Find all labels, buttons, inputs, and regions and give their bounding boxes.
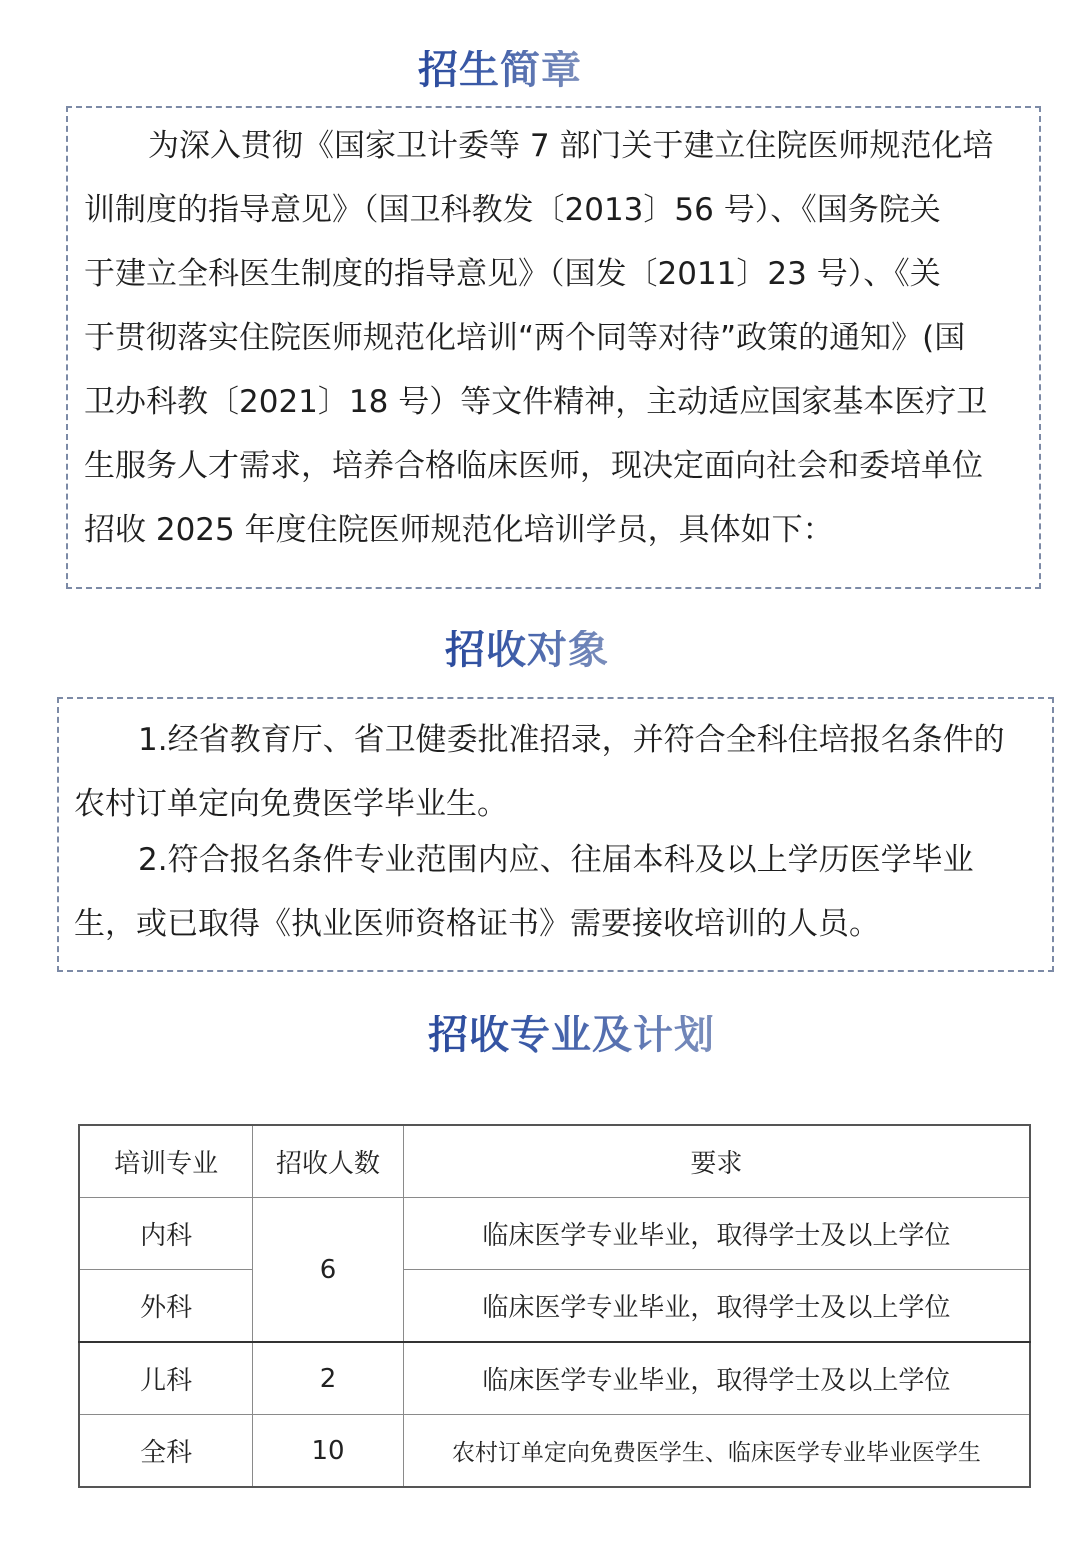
row-requirement: 临床医学专业毕业，取得学士及以上学位 xyxy=(403,1342,1030,1415)
targets-section-title: 招收对象 xyxy=(445,627,609,673)
targets-line-2: 农村订单定向免费医学毕业生。 xyxy=(74,786,508,822)
intro-paragraph xyxy=(84,114,1024,562)
row-requirement: 农村订单定向免费医学生、临床医学专业毕业医学生 xyxy=(403,1415,1030,1488)
row-requirement: 临床医学专业毕业，取得学士及以上学位 xyxy=(403,1198,1030,1270)
header-major: 培训专业 xyxy=(79,1125,253,1198)
table-row xyxy=(79,1270,1030,1343)
targets-line-4: 生，或已取得《执业医师资格证书》需要接收培训的人员。 xyxy=(74,906,880,942)
row-requirement: 临床医学专业毕业，取得学士及以上学位 xyxy=(403,1270,1030,1343)
intro-line-7: 招收 2025 年度住院医师规范化培训学员，具体如下： xyxy=(84,512,834,548)
row-count: 6 xyxy=(253,1198,404,1343)
header-count: 招收人数 xyxy=(253,1125,404,1198)
row-major: 内科 xyxy=(79,1198,253,1270)
row-major: 外科 xyxy=(79,1270,253,1343)
row-count: 10 xyxy=(253,1415,404,1488)
targets-line-1: 1.经省教育厅、省卫健委批准招录，并符合全科住培报名条件的 xyxy=(138,722,1005,758)
table-row xyxy=(79,1415,1030,1488)
targets-paragraph xyxy=(74,708,1039,956)
intro-line-1: 为深入贯彻《国家卫计委等 7 部门关于建立住院医师规范化培 xyxy=(148,128,994,164)
table-row xyxy=(79,1342,1030,1415)
intro-line-6: 生服务人才需求，培养合格临床医师，现决定面向社会和委培单位 xyxy=(84,448,983,484)
intro-line-2: 训制度的指导意见》（国卫科教发〔2013〕56 号）、《国务院关 xyxy=(84,192,941,228)
targets-line-3: 2.符合报名条件专业范围内应、往届本科及以上学历医学毕业 xyxy=(138,842,974,878)
intro-line-4: 于贯彻落实住院医师规范化培训“两个同等对待”政策的通知》(国 xyxy=(84,320,966,356)
row-major: 儿科 xyxy=(79,1342,253,1415)
intro-line-3: 于建立全科医生制度的指导意见》（国发〔2011〕23 号）、《关 xyxy=(84,256,941,292)
intro-section-title: 招生简章 xyxy=(418,47,582,93)
table-header-row xyxy=(79,1125,1030,1198)
intro-line-5: 卫办科教〔2021〕18 号）等文件精神，主动适应国家基本医疗卫 xyxy=(84,384,988,420)
table-row xyxy=(79,1198,1030,1270)
plan-table xyxy=(78,1124,1031,1488)
header-requirement: 要求 xyxy=(403,1125,1030,1198)
row-major: 全科 xyxy=(79,1415,253,1488)
row-count: 2 xyxy=(253,1342,404,1415)
plan-section-title: 招收专业及计划 xyxy=(428,1012,715,1058)
